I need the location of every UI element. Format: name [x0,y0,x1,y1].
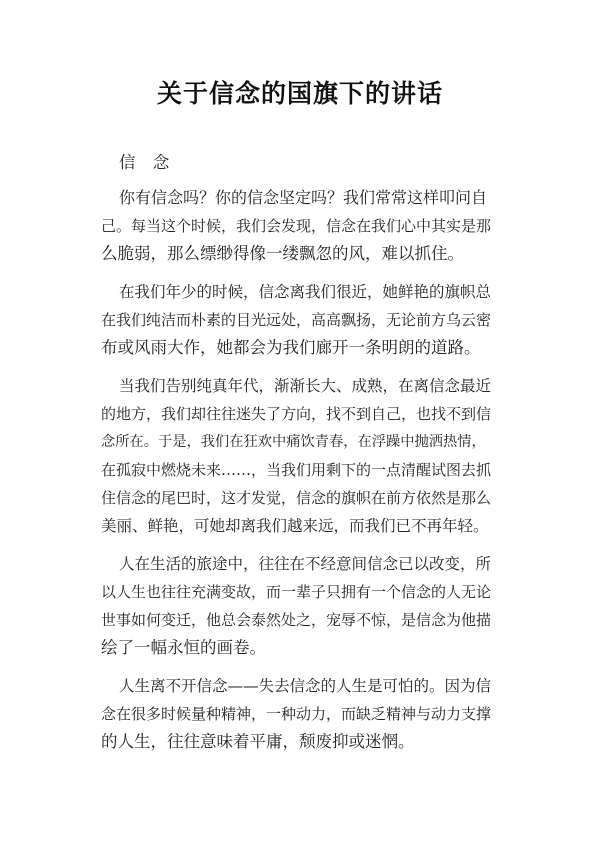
text-line: 的人生，往往意味着平庸，颓废抑或迷惘。 [101,732,415,751]
paragraph [101,372,492,540]
paragraph [101,278,492,362]
text-line: 己。每当这个时候，我们会发现，信念在我们心中其实是那 [101,217,492,235]
text-line: 么脆弱，那么缥缈得像一缕飘忽的风，难以抓住。 [101,244,464,263]
text-line: 人在生活的旅途中，往往在不经意间信念已以改变，所 [119,555,492,573]
text-line: 以人生也往往充满变故，而一辈子只拥有一个信念的人无论 [101,583,492,601]
page-title: 关于信念的国旗下的讲话 [156,79,443,108]
text-line: 念在很多时候量种精神，一种动力，而缺乏精神与动力支撑 [101,705,492,723]
document-body [101,150,492,766]
text-line: 当我们告别纯真年代，渐渐长大、成熟，在离信念最近 [119,377,492,395]
paragraph [101,550,492,662]
text-line: 布或风雨大作，她都会为我们廊开一条明朗的道路。 [101,338,481,357]
text-line: 世事如何变迁，他总会泰然处之，宠辱不惊，是信念为他描 [101,611,492,629]
text-line: 绘了一幅永恒的画卷。 [101,638,266,657]
text-line: 美丽、鲜艳，可她却离我们越来远，而我们已不再年轻。 [101,517,489,535]
text-line: 住信念的尾巴时，这才发觉，信念的旗帜在前方依然是那么 [101,489,492,507]
paragraph [101,672,492,756]
text-line: 在孤寂中燃烧未来……，当我们用剩下的一点清醒试图去抓 [101,461,492,479]
text-line: 的地方，我们却往往迷失了方向，找不到自己，也找不到信 [101,405,492,423]
paragraph [101,184,492,268]
text-line: 你有信念吗？你的信念坚定吗？我们常常这样叩问自 [119,188,488,207]
text-line: 念所在。于是，我们在狂欢中痛饮青春，在浮躁中抛洒热情， [101,434,486,450]
text-line: 在我们年少的时候，信念离我们很近，她鲜艳的旗帜总 [119,283,492,301]
section-subtitle: 信 念 [119,153,176,172]
text-line: 在我们纯洁而朴素的目光远处，高高飘扬，无论前方乌云密 [101,311,492,329]
text-line: 人生离不开信念——失去信念的人生是可怕的。因为信 [119,677,492,695]
